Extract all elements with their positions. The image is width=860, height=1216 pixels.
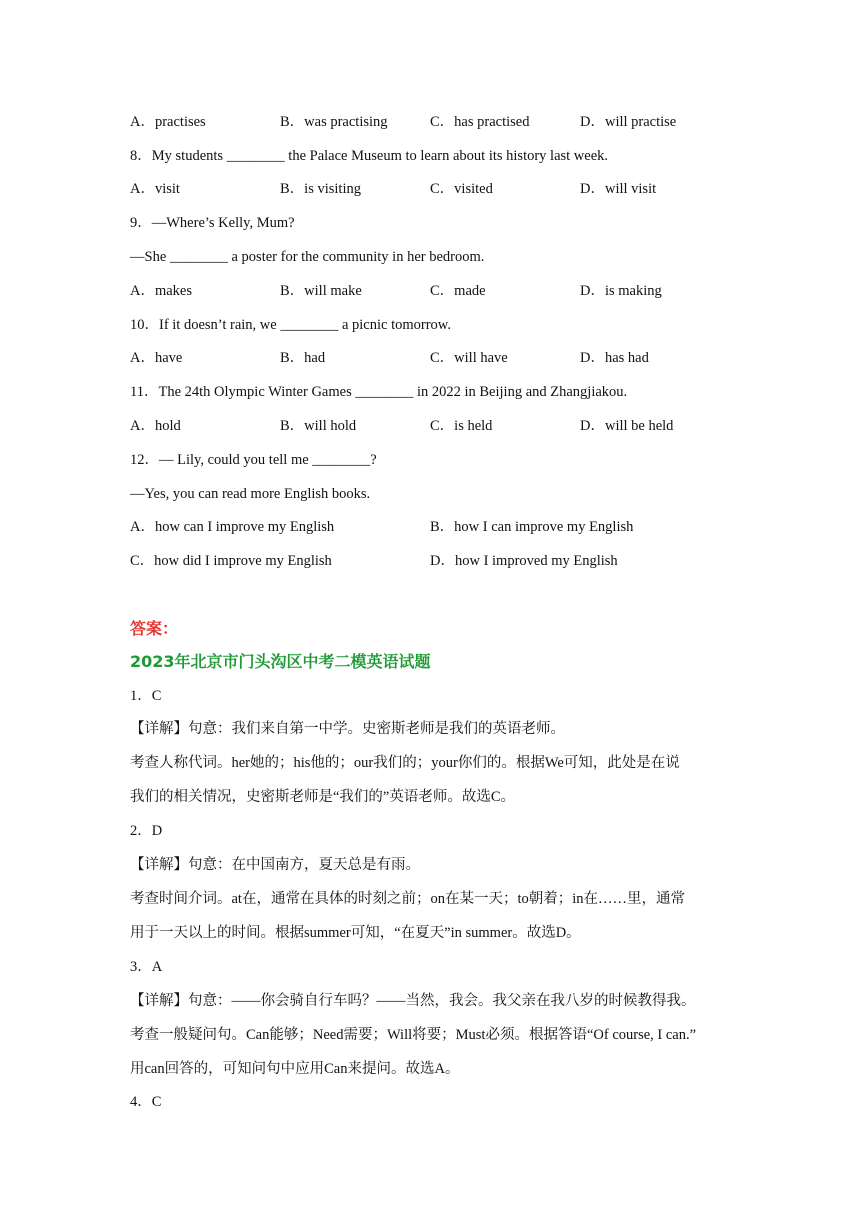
q9-option-b: B．will make <box>280 283 362 299</box>
q8-option-c: C．visited <box>430 181 493 197</box>
q9-stem: 9．—Where’s Kelly, Mum? <box>130 215 295 231</box>
q11-option-d: D．will be held <box>580 418 674 434</box>
answer-3-explanation-line2: 用can回答的，可知问句中应用Can来提问。故选A。 <box>130 1061 460 1077</box>
q9-option-d: D．is making <box>580 283 662 299</box>
answer-3-detail: 【详解】句意：——你会骑自行车吗？——当然，我会。我父亲在我八岁的时候教得我。 <box>130 993 696 1009</box>
answer-1-explanation-line2: 我们的相关情况，史密斯老师是“我们的”英语老师。故选C。 <box>130 789 516 805</box>
answer-1-number: 1．C <box>130 688 162 704</box>
q12-response: —Yes, you can read more English books. <box>130 486 371 502</box>
answer-heading: 答案： <box>130 619 179 638</box>
answer-2-explanation-line1: 考查时间介词。at在，通常在具体的时刻之前；on在某一天；to朝着；in在……里，通常 <box>130 891 686 907</box>
q12-option-d: D．how I improved my English <box>430 553 618 569</box>
q11-option-b: B．will hold <box>280 418 357 434</box>
answer-1-detail: 【详解】句意：我们来自第一中学。史密斯老师是我们的英语老师。 <box>130 721 565 737</box>
q10-option-d: D．has had <box>580 350 649 366</box>
q7-option-c: C．has practised <box>430 114 530 130</box>
q10-option-a: A．have <box>130 350 183 366</box>
q9-option-a: A．makes <box>130 283 193 299</box>
q12-option-c: C．how did I improve my English <box>130 553 332 569</box>
q10-option-b: B．had <box>280 350 326 366</box>
q8-option-b: B．is visiting <box>280 181 361 197</box>
q11-stem: 11．The 24th Olympic Winter Games ________ in 2022 in Beijing and Zhangjiakou. <box>130 384 628 400</box>
q10-option-c: C．will have <box>430 350 508 366</box>
q11-option-c: C．is held <box>430 418 493 434</box>
answer-title: 2023年北京市门头沟区中考二模英语试题 <box>130 652 431 671</box>
q8-option-a: A．visit <box>130 181 180 197</box>
q8-stem: 8．My students ________ the Palace Museum to learn about its history last week. <box>130 148 609 164</box>
answer-1-explanation-line1: 考查人称代词。her她的；his他的；our我们的；your你们的。根据We可知，此处是在说 <box>130 755 680 771</box>
q12-option-b: B．how I can improve my English <box>430 519 634 535</box>
q9-response: —She ________ a poster for the community in her bedroom. <box>130 249 485 265</box>
q7-option-b: B．was practising <box>280 114 388 130</box>
q7-option-a: A．practises <box>130 114 206 130</box>
answer-2-explanation-line2: 用于一天以上的时间。根据summer可知，“在夏天”in summer。故选D。 <box>130 925 581 941</box>
q9-option-c: C．made <box>430 283 486 299</box>
q11-option-a: A．hold <box>130 418 181 434</box>
q10-stem: 10．If it doesn’t rain, we ________ a picnic tomorrow. <box>130 317 451 333</box>
q12-stem: 12．— Lily, could you tell me ________? <box>130 452 377 468</box>
answer-2-number: 2．D <box>130 823 163 839</box>
q7-option-d: D．will practise <box>580 114 677 130</box>
q12-option-a: A．how can I improve my English <box>130 519 335 535</box>
answer-2-detail: 【详解】句意：在中国南方，夏天总是有雨。 <box>130 857 420 873</box>
q8-option-d: D．will visit <box>580 181 657 197</box>
answer-4-number: 4．C <box>130 1094 162 1110</box>
answer-3-number: 3．A <box>130 959 163 975</box>
answer-3-explanation-line1: 考查一般疑问句。Can能够；Need需要；Will将要；Must必须。根据答语“Of course, I can.” <box>130 1027 697 1043</box>
